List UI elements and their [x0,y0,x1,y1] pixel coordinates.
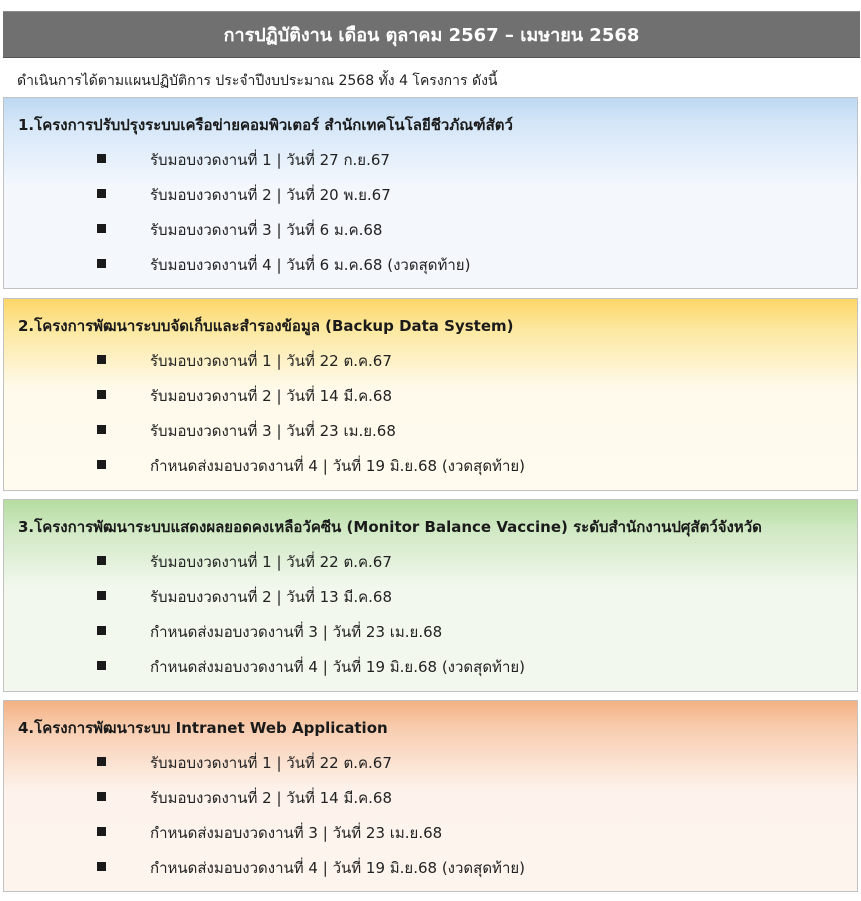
list-item-text: กำหนดส่งมอบงวดงานที่ 4 | วันที่ 19 มิ.ย.68 (งวดสุดท้าย) [150,457,526,475]
project-section-2 [3,298,858,491]
list-item [4,417,857,447]
list-item [4,819,857,849]
square-bullet-icon [97,355,106,364]
square-bullet-icon [97,862,106,871]
list-item [4,347,857,377]
square-bullet-icon [97,757,106,766]
square-bullet-icon [97,224,106,233]
list-item [4,452,857,482]
project-title: 3.โครงการพัฒนาระบบแสดงผลยอดคงเหลือวัคซีน (Monitor Balance Vaccine) ระดับสำนักงานปศุสัตว์จังหวัด [18,518,762,536]
square-bullet-icon [97,390,106,399]
list-item [4,784,857,814]
project-section-1 [3,97,858,289]
header-bar [3,11,860,58]
list-item-text: รับมอบงวดงานที่ 1 | วันที่ 27 ก.ย.67 [150,151,390,169]
list-item-text: รับมอบงวดงานที่ 4 | วันที่ 6 ม.ค.68 (งวดสุดท้าย) [150,256,471,274]
square-bullet-icon [97,591,106,600]
list-item [4,382,857,412]
square-bullet-icon [97,259,106,268]
list-item [4,251,857,281]
list-item-text: รับมอบงวดงานที่ 2 | วันที่ 20 พ.ย.67 [150,186,391,204]
list-item [4,583,857,613]
square-bullet-icon [97,460,106,469]
list-item [4,653,857,683]
project-title: 4.โครงการพัฒนาระบบ Intranet Web Application [18,719,388,737]
square-bullet-icon [97,626,106,635]
square-bullet-icon [97,556,106,565]
list-item-text: กำหนดส่งมอบงวดงานที่ 3 | วันที่ 23 เม.ย.68 [150,824,443,842]
list-item-text: กำหนดส่งมอบงวดงานที่ 4 | วันที่ 19 มิ.ย.68 (งวดสุดท้าย) [150,658,526,676]
square-bullet-icon [97,154,106,163]
list-item [4,749,857,779]
list-item [4,181,857,211]
list-item-text: รับมอบงวดงานที่ 3 | วันที่ 23 เม.ย.68 [150,422,396,440]
square-bullet-icon [97,827,106,836]
list-item-text: รับมอบงวดงานที่ 2 | วันที่ 14 มี.ค.68 [150,387,393,405]
project-section-4 [3,700,858,892]
list-item-text: กำหนดส่งมอบงวดงานที่ 3 | วันที่ 23 เม.ย.68 [150,623,443,641]
project-section-3 [3,499,858,692]
list-item-text: รับมอบงวดงานที่ 1 | วันที่ 22 ต.ค.67 [150,754,392,772]
list-item-text: รับมอบงวดงานที่ 2 | วันที่ 13 มี.ค.68 [150,588,393,606]
list-item [4,216,857,246]
square-bullet-icon [97,661,106,670]
list-item [4,548,857,578]
project-title: 2.โครงการพัฒนาระบบจัดเก็บและสำรองข้อมูล (Backup Data System) [18,317,514,335]
page-title: การปฏิบัติงาน เดือน ตุลาคม 2567 – เมษายน 2568 [223,25,640,46]
square-bullet-icon [97,189,106,198]
list-item [4,618,857,648]
list-item-text: รับมอบงวดงานที่ 3 | วันที่ 6 ม.ค.68 [150,221,383,239]
list-item-text: รับมอบงวดงานที่ 1 | วันที่ 22 ต.ค.67 [150,352,392,370]
list-item-text: รับมอบงวดงานที่ 1 | วันที่ 22 ต.ค.67 [150,553,392,571]
list-item [4,854,857,884]
square-bullet-icon [97,792,106,801]
square-bullet-icon [97,425,106,434]
list-item [4,146,857,176]
list-item-text: รับมอบงวดงานที่ 2 | วันที่ 14 มี.ค.68 [150,789,393,807]
list-item-text: กำหนดส่งมอบงวดงานที่ 4 | วันที่ 19 มิ.ย.68 (งวดสุดท้าย) [150,859,526,877]
intro-text: ดำเนินการได้ตามแผนปฏิบัติการ ประจำปีงบประมาณ 2568 ทั้ง 4 โครงการ ดังนี้ [17,73,498,89]
project-title: 1.โครงการปรับปรุงระบบเครือข่ายคอมพิวเตอร์ สำนักเทคโนโลยีชีวภัณฑ์สัตว์ [18,116,513,134]
